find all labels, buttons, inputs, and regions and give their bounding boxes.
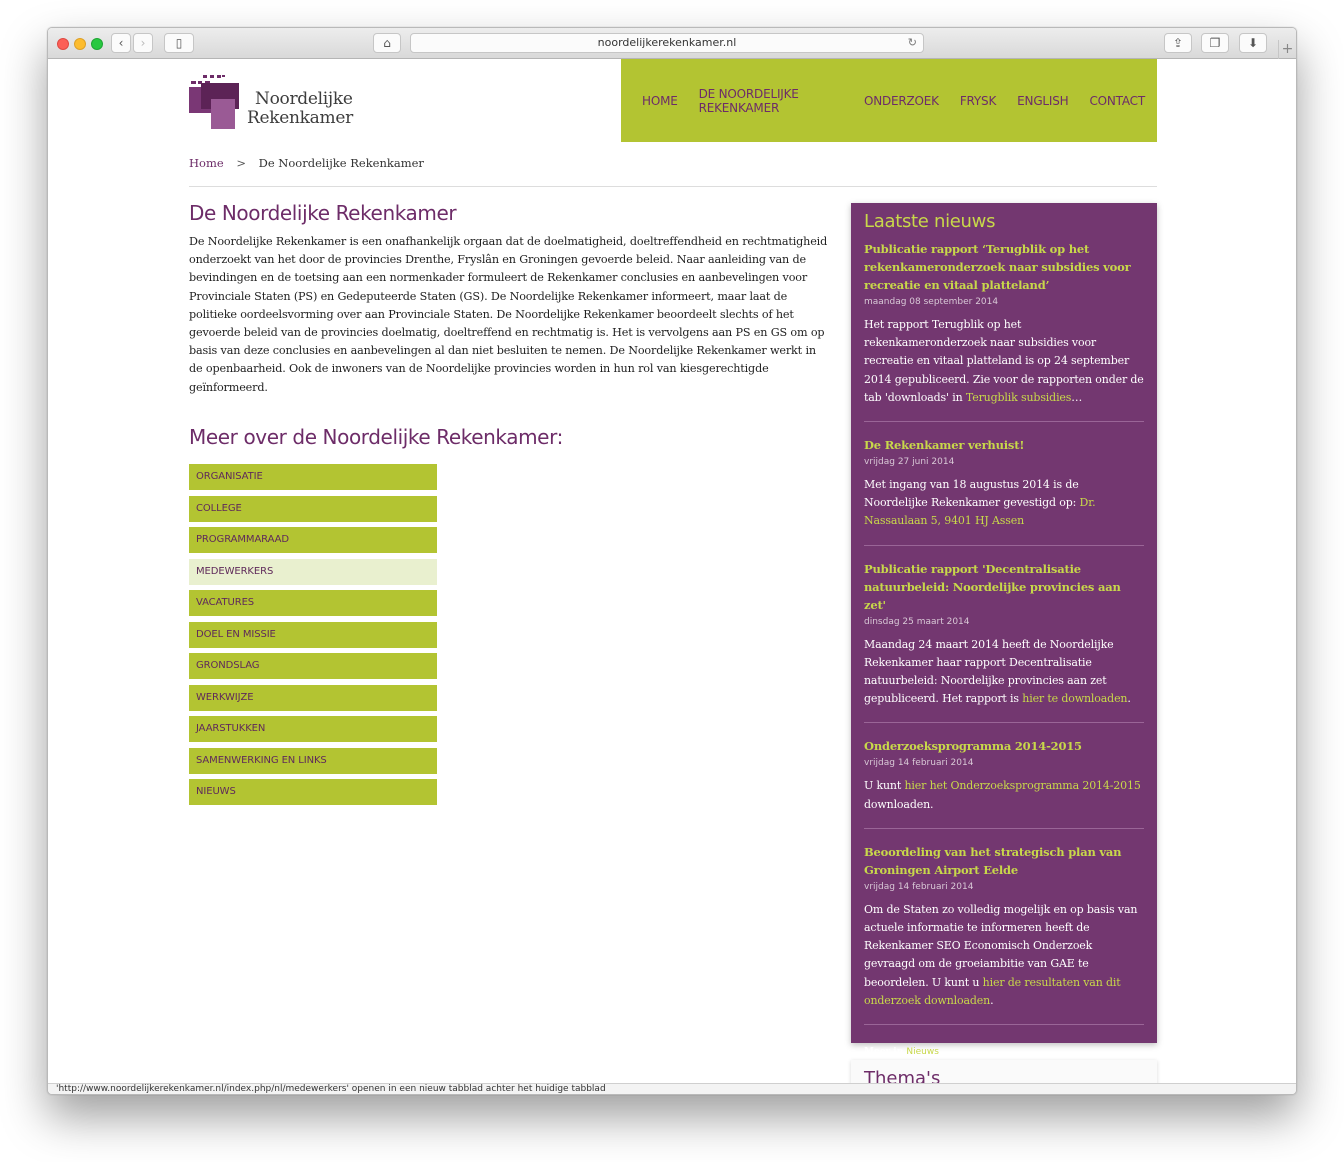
latest-news-heading: Laatste nieuws xyxy=(864,211,996,232)
home-button[interactable] xyxy=(373,33,401,53)
plus-icon: + xyxy=(1281,41,1294,57)
nav-english[interactable]: ENGLISH xyxy=(1017,93,1069,108)
news-item xyxy=(864,436,1144,546)
subnav-doel-en-missie[interactable]: DOEL EN MISSIE xyxy=(189,622,437,648)
news-date: maandag 08 september 2014 xyxy=(864,297,999,307)
address-bar[interactable] xyxy=(410,33,924,53)
status-bar: 'http://www.noordelijkerekenkamer.nl/index.php/nl/medewerkers' openen in een nieuw tabblad achter het huidige tabblad xyxy=(48,1083,1296,1095)
more-news-link[interactable]: Nieuws xyxy=(906,1047,939,1058)
news-title-link[interactable]: Beoordeling van het strategisch plan van Groningen Airport Eelde xyxy=(864,844,1122,877)
themas-panel xyxy=(851,1060,1157,1083)
page-title: De Noordelijke Rekenkamer xyxy=(189,201,457,225)
close-window-button[interactable] xyxy=(57,38,69,50)
news-item xyxy=(864,737,1144,828)
download-icon: ⬇ xyxy=(1247,36,1259,50)
downloads-button[interactable] xyxy=(1239,33,1267,53)
intro-paragraph: De Noordelijke Rekenkamer is een onafhankelijk orgaan dat de doelmatigheid, doeltreffendheid en rechtmatigheid onderzoekt van het door de provincies Drenthe, Fryslân en Groningen gevoerde beleid. Naar aanleiding van de bevindingen en de toetsing aan een normenkader formuleert de Rekenkamer conclusies en aanbevelingen voor Provinciale Staten (PS) en Gedeputeerde Staten (GS). De Noordelijke Rekenkamer informeert, maar laat de politieke oordeelsvorming over aan Provinciale Staten. De Noordelijke Rekenkamer beoordeelt slechts of het gevoerde beleid van de provincies doelmatig, doeltreffend en rechtmatig is. Het is vervolgens aan PS en GS om op basis van deze conclusies en aanbevelingen al dan niet besluiten te nemen. De Noordelijke Rekenkamer werkt in de openbaarheid. Ook de inwoners van de Noordelijke provincies worden in hun rol van kiesgerechtigde geïnformeerd. xyxy=(189,235,828,394)
browser-toolbar xyxy=(48,28,1296,59)
back-button[interactable] xyxy=(111,33,131,53)
home-icon: ⌂ xyxy=(383,36,391,50)
news-body xyxy=(864,901,1144,1010)
news-body-text: Om de Staten zo volledig mogelijk en op basis van actuele informatie te informeren heeft de Rekenkamer SEO Economisch Onderzoek gevraagd om de groeiambitie van GAE te beoordelen. U kunt u xyxy=(864,902,1138,989)
subnav-organisatie[interactable]: ORGANISATIE xyxy=(189,464,437,490)
logo-mark-icon xyxy=(189,75,249,131)
subnav-programmaraad[interactable]: PROGRAMMARAAD xyxy=(189,527,437,553)
news-inline-link[interactable]: Terugblik subsidies xyxy=(965,390,1072,404)
browser-window xyxy=(47,27,1297,1095)
news-body xyxy=(864,636,1144,709)
subnav-samenwerking-en-links[interactable]: SAMENWERKING EN LINKS xyxy=(189,748,437,774)
news-body-text: Maandag 24 maart 2014 heeft de Noordelijke Rekenkamer haar rapport Decentralisatie natuurbeleid: Noordelijke provincies aan zet gepubliceerd. Het rapport is xyxy=(864,637,1114,706)
more-news-prefix: Meer in xyxy=(864,1047,904,1058)
nav-onderzoek[interactable]: ONDERZOEK xyxy=(863,93,939,108)
news-date: vrijdag 27 juni 2014 xyxy=(864,457,955,468)
news-body xyxy=(864,476,1144,531)
tabs-icon: ❐ xyxy=(1209,36,1221,50)
news-body xyxy=(864,316,1144,407)
news-body-text: Het rapport Terugblik op het rekenkameronderzoek naar subsidies voor recreatie en vitaal platteland is op 24 september 2014 gepubliceerd. Zie voor de rapporten onder de tab 'downloads' in xyxy=(864,318,1144,404)
subnav-grondslag[interactable]: GRONDSLAG xyxy=(189,653,437,679)
more-news-line xyxy=(864,1047,1144,1057)
site-logo[interactable] xyxy=(189,75,359,135)
page-viewport xyxy=(48,59,1296,1083)
main-navigation xyxy=(621,59,1157,142)
sidebar-icon: ▯ xyxy=(175,36,183,50)
nav-frysk[interactable]: FRYSK xyxy=(959,93,997,108)
share-icon: ⇪ xyxy=(1172,36,1184,50)
subnav-medewerkers[interactable]: MEDEWERKERS xyxy=(189,559,437,585)
news-date: vrijdag 14 februari 2014 xyxy=(864,758,974,769)
news-title-link[interactable]: Onderzoeksprogramma 2014-2015 xyxy=(864,739,1082,754)
news-body xyxy=(864,777,1144,813)
news-item xyxy=(864,560,1144,724)
subnav-vacatures[interactable]: VACATURES xyxy=(189,590,437,616)
news-title-link[interactable]: Publicatie rapport 'Decentralisatie natuurbeleid: Noordelijke provincies aan zet' xyxy=(864,561,1121,612)
subnav-nieuws[interactable]: NIEUWS xyxy=(189,779,437,805)
subnav-werkwijze[interactable]: WERKWIJZE xyxy=(189,685,437,711)
news-title-link[interactable]: De Rekenkamer verhuist! xyxy=(864,438,1025,453)
chevron-left-icon: ‹ xyxy=(118,36,124,50)
zoom-window-button[interactable] xyxy=(91,38,103,50)
news-date: dinsdag 25 maart 2014 xyxy=(864,616,970,627)
news-inline-link[interactable]: hier te downloaden xyxy=(1022,692,1128,706)
news-inline-link[interactable]: hier de resultaten van dit onderzoek downloaden xyxy=(864,975,1121,1007)
nav-de-noordelijke-rekenkamer[interactable]: DE NOORDELIJKE REKENKAMER xyxy=(698,86,799,115)
news-body-suffix: … xyxy=(1071,390,1083,404)
news-item xyxy=(864,843,1144,1025)
nav-contact[interactable]: CONTACT xyxy=(1089,93,1145,108)
reload-icon[interactable]: ↻ xyxy=(907,36,917,49)
more-about-heading: Meer over de Noordelijke Rekenkamer: xyxy=(189,425,563,449)
breadcrumb-home-link[interactable]: Home xyxy=(189,156,224,170)
forward-button[interactable] xyxy=(133,33,153,53)
news-body-text: Met ingang van 18 augustus 2014 is de Noordelijke Rekenkamer gevestigd op: xyxy=(864,478,1080,510)
latest-news-panel xyxy=(851,203,1157,1058)
chevron-right-icon: › xyxy=(140,36,146,50)
nav-home[interactable]: HOME xyxy=(642,93,678,108)
themas-heading: Thema's xyxy=(864,1068,941,1083)
breadcrumb-current: De Noordelijke Rekenkamer xyxy=(258,156,424,170)
news-date: vrijdag 14 februari 2014 xyxy=(864,881,974,892)
news-body-suffix: . xyxy=(1127,692,1131,706)
tabs-overview-button[interactable] xyxy=(1201,33,1229,53)
header-divider xyxy=(189,186,1157,187)
url-text: noordelijkerekenkamer.nl xyxy=(597,36,737,49)
minimize-window-button[interactable] xyxy=(74,38,86,50)
news-title-link[interactable]: Publicatie rapport ‘Terugblik op het rekenkameronderzoek naar subsidies voor recreatie en vitaal platteland’ xyxy=(864,242,1131,292)
news-body-text: U kunt xyxy=(864,779,905,793)
news-body-suffix: downloaden. xyxy=(864,797,934,811)
news-inline-link[interactable]: Dr. Nassaulaan 5, 9401 HJ Assen xyxy=(864,496,1096,528)
logo-text xyxy=(247,90,353,128)
news-inline-link[interactable]: hier het Onderzoeksprogramma 2014-2015 xyxy=(904,779,1141,793)
logo-line-2: Rekenkamer xyxy=(247,108,353,128)
news-body-suffix: . xyxy=(990,993,994,1007)
subnav-jaarstukken[interactable]: JAARSTUKKEN xyxy=(189,716,437,742)
new-tab-button[interactable] xyxy=(1278,40,1296,59)
share-button[interactable] xyxy=(1164,33,1192,53)
breadcrumb xyxy=(189,156,424,170)
breadcrumb-separator: > xyxy=(236,156,246,170)
sidebar-toggle-button[interactable] xyxy=(164,33,194,53)
news-item xyxy=(864,240,1144,422)
logo-line-1: Noordelijke xyxy=(255,89,353,109)
subnav-college[interactable]: COLLEGE xyxy=(189,496,437,522)
sub-navigation xyxy=(189,464,437,811)
